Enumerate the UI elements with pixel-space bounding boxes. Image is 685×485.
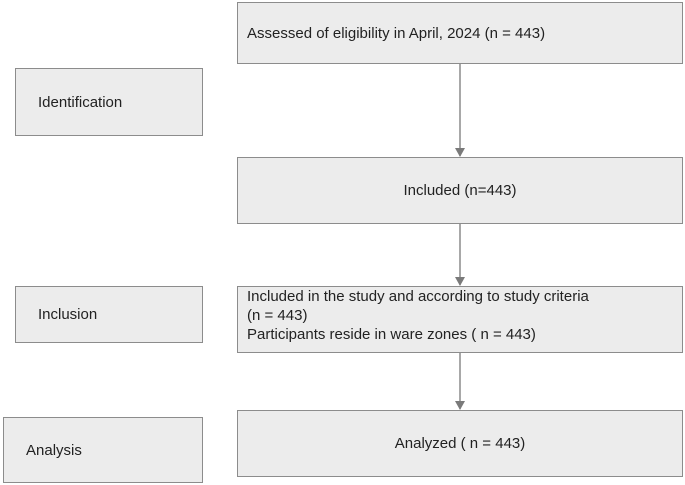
step-analyzed-text: Analyzed ( n = 443) — [394, 435, 526, 452]
step-criteria-line1: Included in the study and according to study criteria — [247, 288, 589, 305]
step-criteria-line3: Participants reside in ware zones ( n = 443) — [247, 326, 536, 343]
step-criteria-line2: (n = 443) — [247, 307, 308, 324]
step-assessed-text: Assessed of eligibility in April, 2024 (n = 443) — [247, 24, 546, 42]
stage-analysis-label: Analysis — [26, 441, 82, 459]
step-included-text: Included (n=443) — [403, 182, 517, 199]
stage-identification-label: Identification — [38, 93, 123, 111]
stage-inclusion-label: Inclusion — [38, 306, 98, 323]
